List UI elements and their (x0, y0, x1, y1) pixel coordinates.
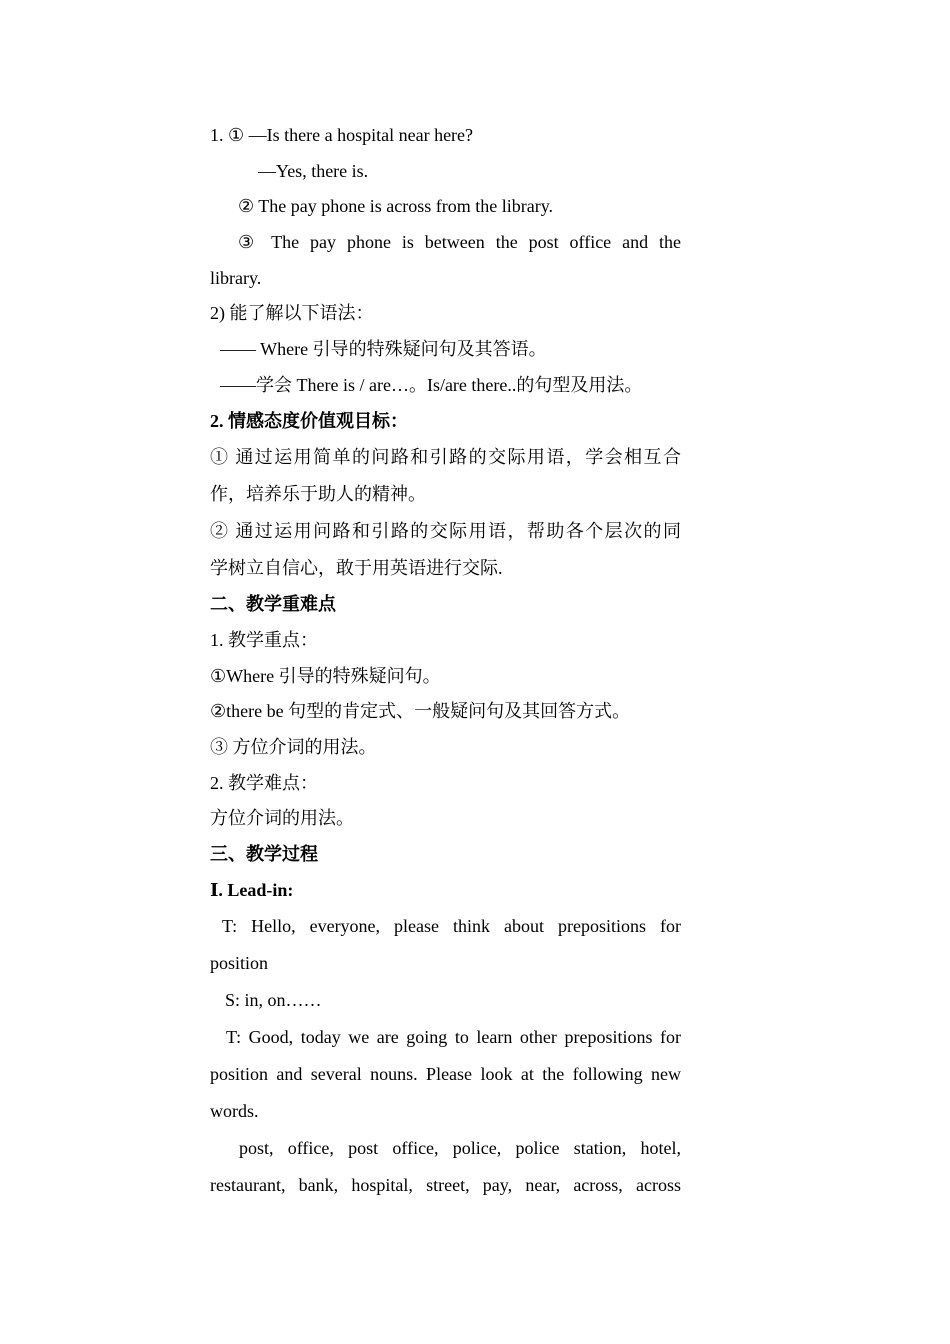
dialogue-teacher-1: T: Hello, everyone, please think about prepositions for (222, 916, 681, 937)
grammar-item-2: ——学会 There is / are…。Is/are there..的句型及用法。 (220, 374, 643, 395)
emotion-item-1: ① 通过运用简单的问路和引路的交际用语，学会相互合 (210, 447, 681, 468)
emotion-item-2: ② 通过运用问路和引路的交际用语，帮助各个层次的同 (210, 521, 681, 542)
dialogue-teacher-2-cont: position and several nouns. Please look at the following new (210, 1064, 681, 1085)
key-point-2: ②there be 句型的肯定式、一般疑问句及其回答方式。 (210, 701, 631, 722)
section-heading-process: 三、教学过程 (210, 844, 318, 864)
dialogue-teacher-2-end: words. (210, 1101, 259, 1122)
emotion-item-1-cont: 作，培养乐于助人的精神。 (210, 484, 426, 505)
example-answer: —Yes, there is. (258, 160, 369, 181)
vocabulary-list-1: post, office, post office, police, police station, hotel, (239, 1138, 681, 1159)
dialogue-student-1: S: in, on…… (225, 990, 322, 1011)
lead-in-heading: Ⅰ. Lead-in: (210, 879, 294, 900)
grammar-item-1: —— Where 引导的特殊疑问句及其答语。 (220, 339, 547, 360)
dialogue-teacher-2: T: Good, today we are going to learn other prepositions for (226, 1027, 681, 1048)
example-sentence-3-cont: library. (210, 267, 262, 288)
key-points-heading: 1. 教学重点： (210, 629, 318, 650)
grammar-heading: 2) 能了解以下语法： (210, 303, 374, 324)
section-heading-key-points: 二、教学重难点 (210, 594, 336, 615)
key-point-3: ③ 方位介词的用法。 (210, 736, 377, 757)
document-body (210, 118, 681, 1204)
dialogue-teacher-1-cont: position (210, 953, 269, 974)
vocabulary-list-2: restaurant, bank, hospital, street, pay, near, across, across (210, 1175, 681, 1196)
emotion-item-2-cont: 学树立自信心，敢于用英语进行交际. (210, 558, 503, 579)
difficult-point-1: 方位介词的用法。 (210, 808, 354, 829)
difficult-points-heading: 2. 教学难点： (210, 772, 318, 793)
key-point-1: ①Where 引导的特殊疑问句。 (210, 665, 441, 686)
example-sentence-2: ② The pay phone is across from the library. (238, 196, 554, 217)
example-question: 1. ① —Is there a hospital near here? (210, 125, 474, 145)
section-heading-emotion: 2. 情感态度价值观目标： (210, 410, 408, 431)
example-sentence-3: ③ The pay phone is between the post office and the (238, 232, 681, 253)
